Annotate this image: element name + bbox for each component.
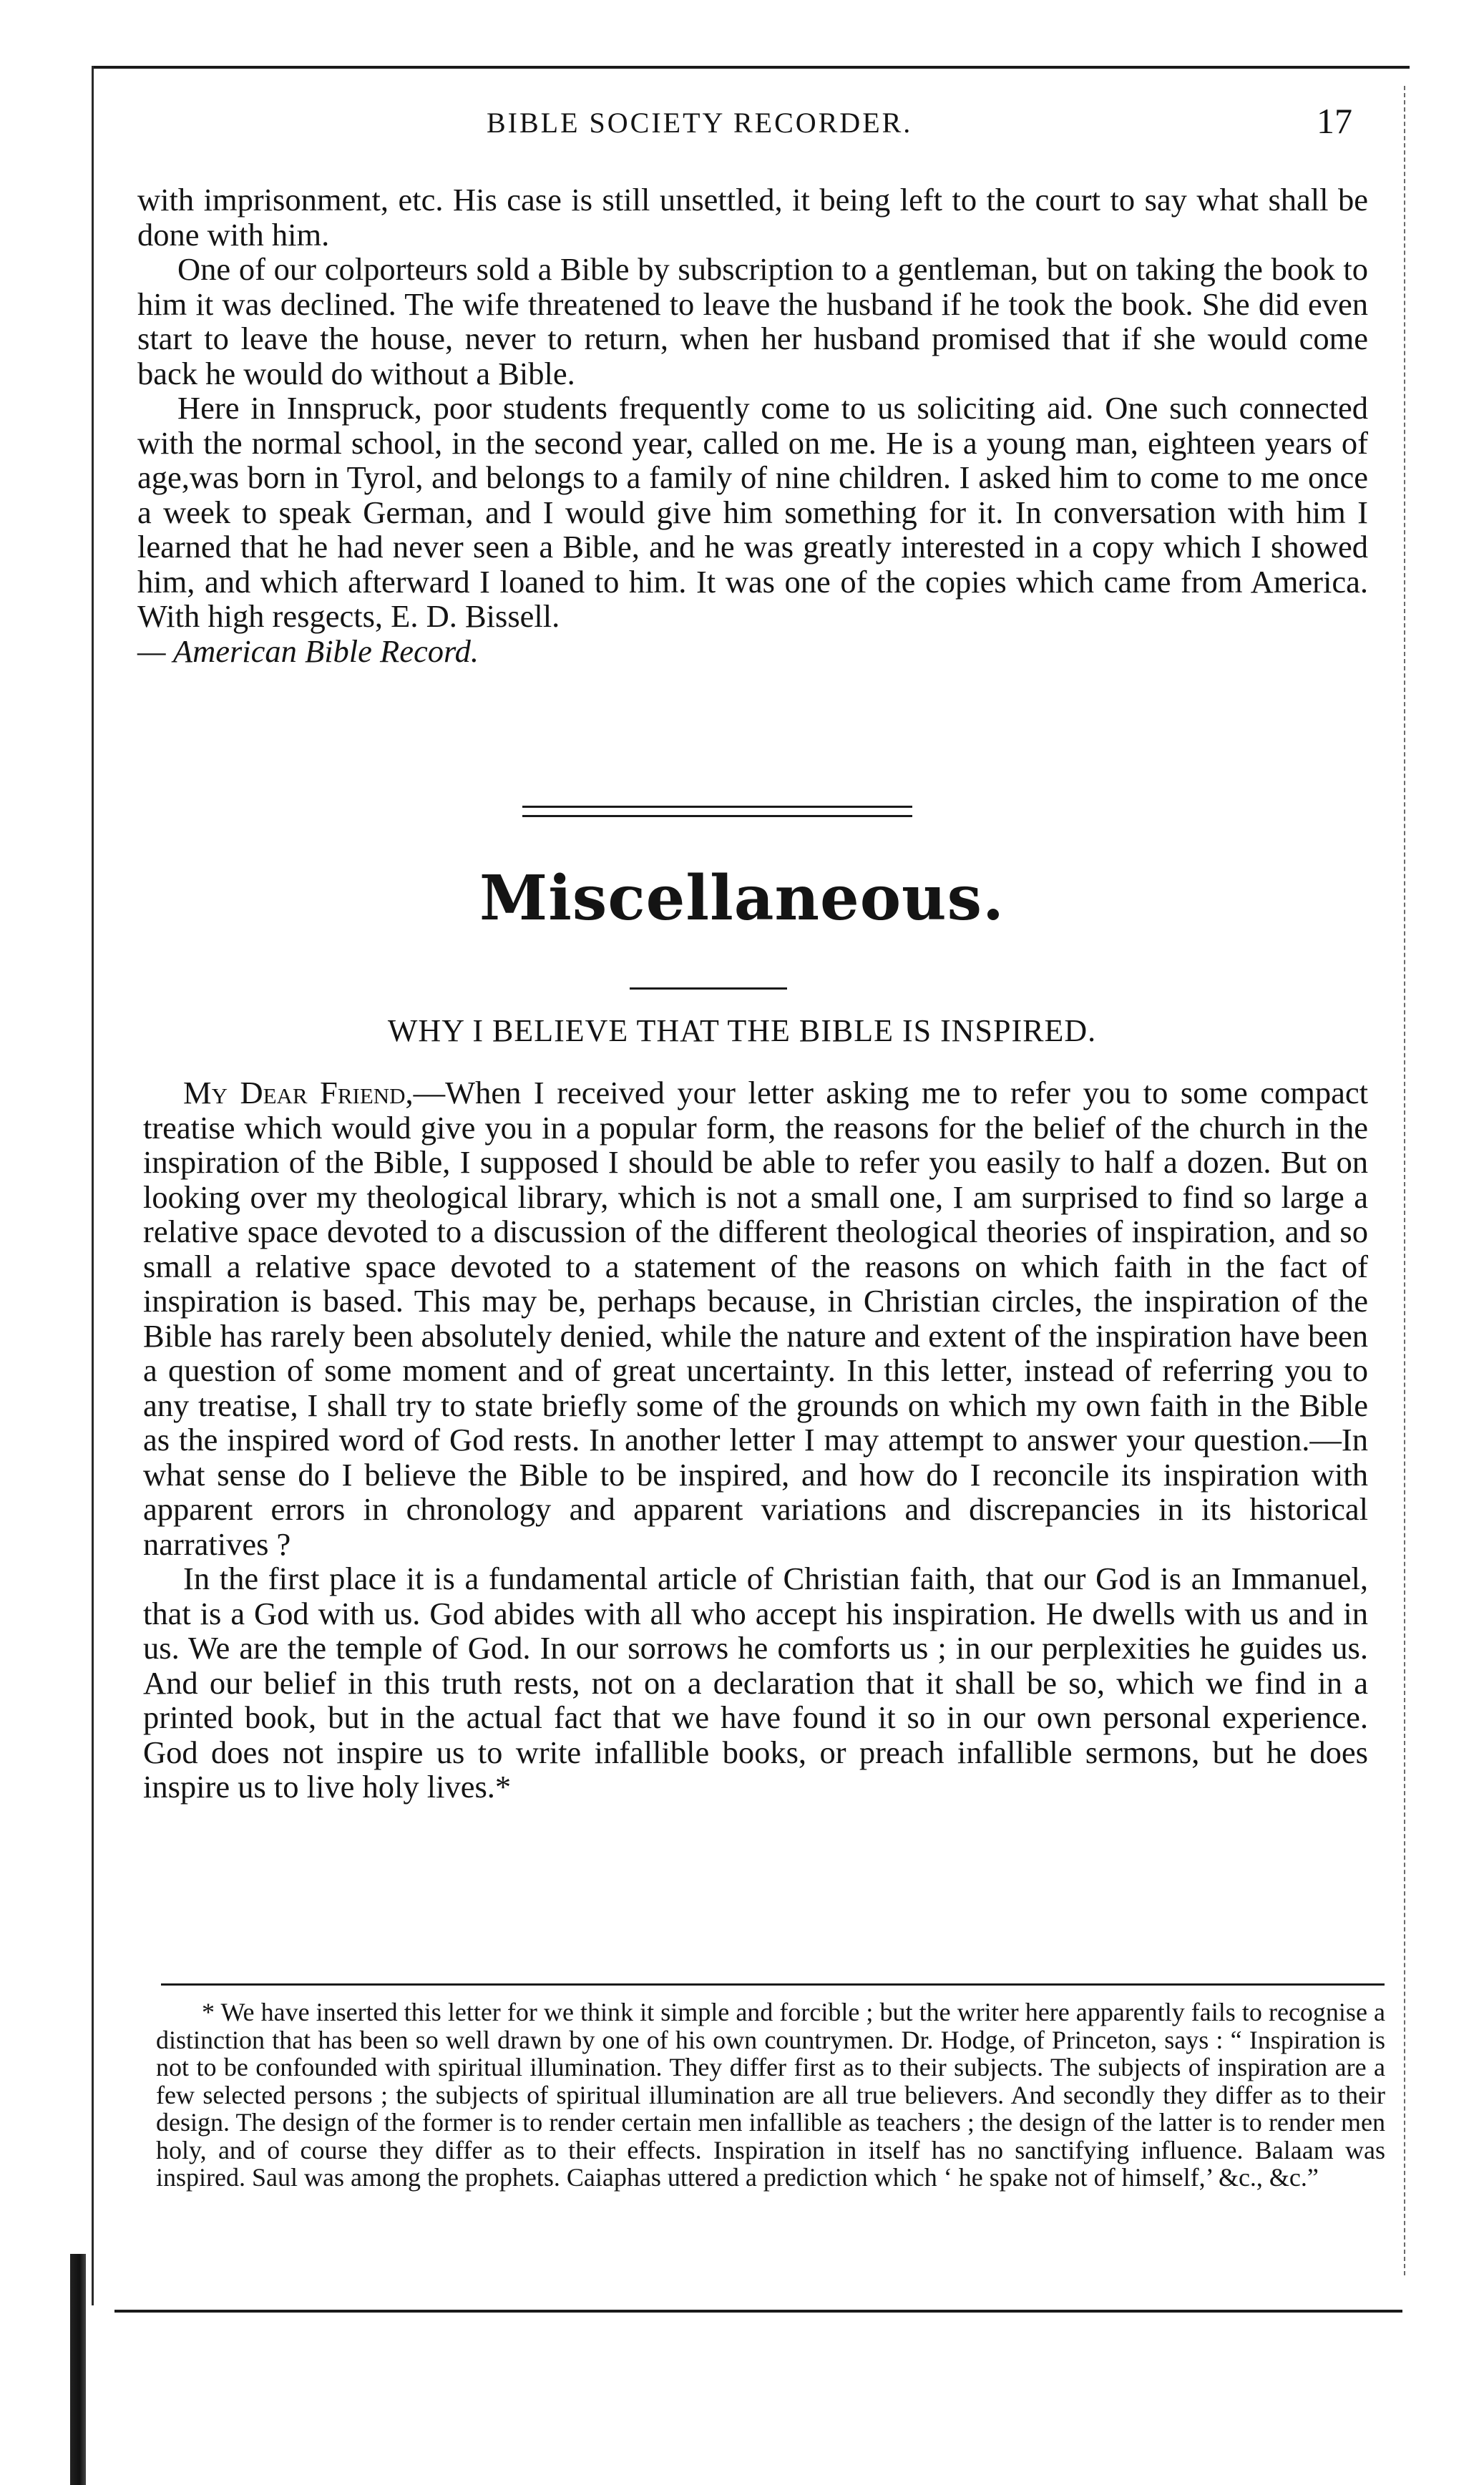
header-title: BIBLE SOCIETY RECORDER. <box>487 107 913 139</box>
left-margin-rule <box>92 66 94 2305</box>
article-body <box>143 1075 1368 1805</box>
article-paragraph-1-text: —When I received your letter asking me to refer you to some compact treatise which would give you in a popular form, the reasons for the belief of the church in the inspiration of the Bible, I supposed I should be able to refer you easily to half a dozen. But on looking over my theological library, which is not a small one, I am surprised to find so large a relative space devoted to a discussion of the different theological theories of inspiration, and so small a relative space devoted to a statement of the reasons on which faith in the fact of inspiration is based. This may be, perhaps because, in Christian circles, the inspiration of the Bible has rarely been absolutely denied, while the nature and extent of the inspiration have been a question of some moment and of great uncertainty. In this letter, instead of referring you to any treatise, I shall try to state briefly some of the grounds on which my own faith in the Bible as the inspired word of God rests. In another letter I may attempt to answer your question.—In what sense do I believe the Bible to be inspired, and how do I reconcile its inspiration with apparent errors in chronology and apparent variations and discrepancies in its historical narratives ? <box>143 1075 1368 1562</box>
right-margin-edge <box>1404 86 1405 2275</box>
top-rule <box>93 66 1410 69</box>
article-title: WHY I BELIEVE THAT THE BIBLE IS INSPIRED. <box>387 1013 1097 1048</box>
section-heading: Miscellaneous. <box>479 862 1005 934</box>
footnote <box>156 1998 1385 2192</box>
letter-paragraph-2: One of our colporteurs sold a Bible by subscription to a gentleman, but on taking the book to him it was declined. The wife threatened to leave the husband if he took the book. She did even start to leave the house, never to return, when her husband promised that if she would come back he would do without a Bible. <box>137 251 1368 391</box>
heading-rule <box>630 987 787 990</box>
section-divider <box>522 806 912 817</box>
bottom-rule <box>114 2310 1402 2313</box>
article-paragraph-2: In the first place it is a fundamental article of Christian faith, that our God is an Immanuel, that is a God with us. God abides with all who accept his inspiration. He dwells with us and in us. We are the temple of God. In our sorrows he comforts us ; in our perplexities he guides us. And our belief in this truth rests, not on a declaration that it shall be so, which we find in a printed book, but in the actual fact that we have found it so in our own personal experience. God does not inspire us to write infallible books, or preach infallible sermons, but he does inspire us to live holy lives.* <box>143 1561 1368 1805</box>
page-number: 17 <box>1317 101 1352 141</box>
footnote-rule <box>161 1983 1385 1986</box>
letter-continuation <box>137 182 1368 668</box>
letter-source: — American Bible Record. <box>137 633 479 669</box>
binding-shadow <box>70 2254 86 2485</box>
letter-paragraph-3: Here in Innspruck, poor students frequently come to us soliciting aid. One such connected with the normal school, in the second year, called on me. He is a young man, eighteen years of age,was born in Tyrol, and belongs to a family of nine children. I asked him to come to me once a week to speak German, and I would give him something for it. In conversation with him I learned that he had never seen a Bible, and he was greatly interested in a copy which I showed him, and which afterward I loaned to him. It was one of the copies which came from America. With high resgects, E. D. Bissell. <box>137 390 1368 634</box>
running-head <box>143 100 1374 143</box>
article-paragraph-1 <box>143 1075 1368 1561</box>
footnote-text: * We have inserted this letter for we think it simple and forcible ; but the writer here apparently fails to recognise a distinction that has been so well drawn by one of his own countrymen. Dr. Hodge, of Princeton, says : “ Inspiration is not to be confounded with spiritual illumination. They differ first as to their subjects. The subjects of inspiration are a few selected persons ; the subjects of spiritual illumination are all true believers. And secondly they differ as to their design. The design of the former is to render certain men infallible as teachers ; the design of the latter is to render men holy, and of course they differ as to their effects. Inspiration in itself has no sanctifying influence. Balaam was inspired. Saul was among the prophets. Caiaphas uttered a prediction which ‘ he spake not of himself,’ &c., &c.” <box>156 1998 1385 2192</box>
salutation: My Dear Friend, <box>183 1075 414 1110</box>
letter-paragraph-1: with imprisonment, etc. His case is still unsettled, it being left to the court to say what shall be done with him. <box>137 182 1368 253</box>
